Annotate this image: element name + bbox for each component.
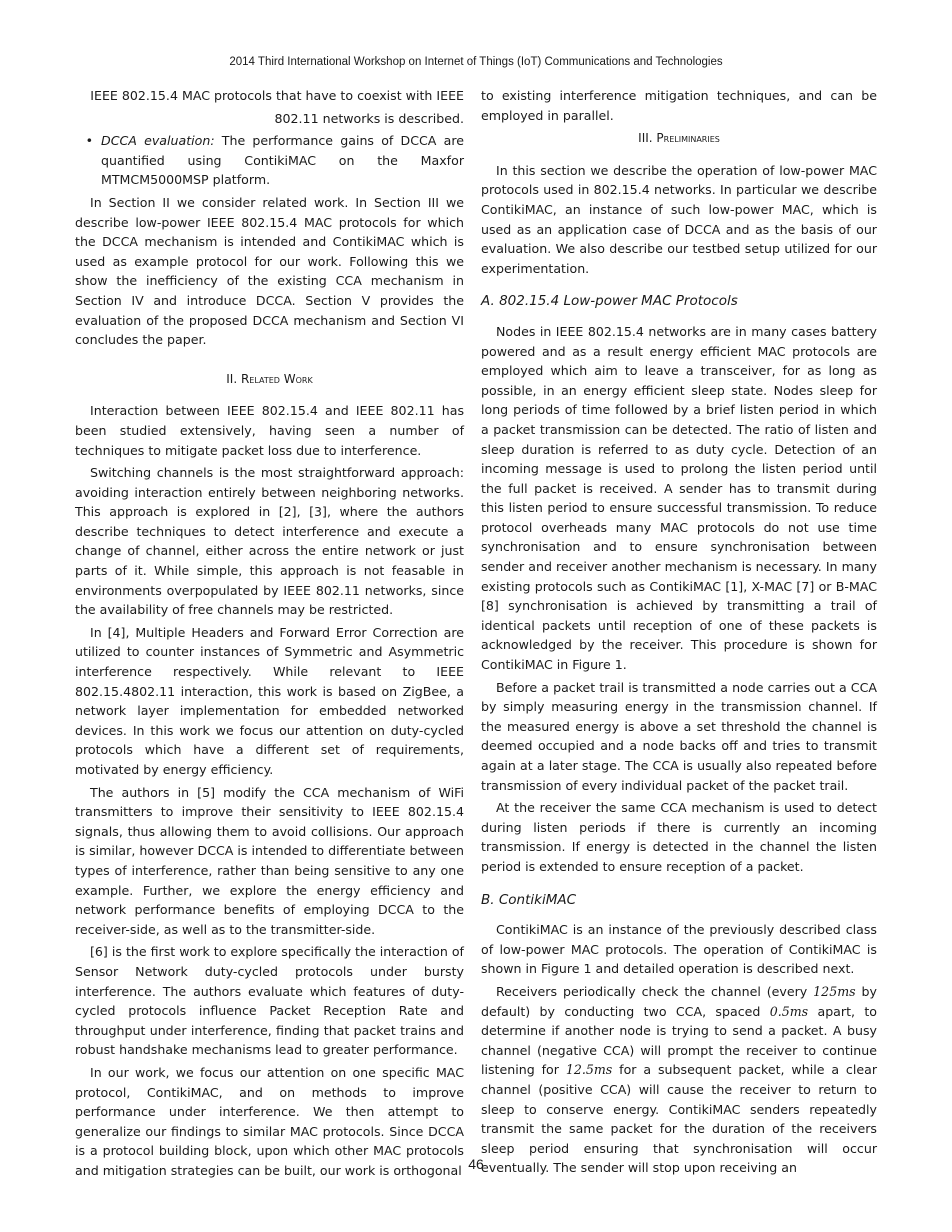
paragraph-b-2-part-b: by default) by conducting two CCA, spaced [481, 983, 877, 1019]
continued-line-2: 802.11 networks is described. [274, 110, 464, 126]
subsection-heading-b: B. ContikiMAC [481, 891, 577, 908]
math-12-5ms: 12.5ms [565, 1062, 613, 1078]
paragraph-related-1: Interaction between IEEE 802.15.4 and IEEE 802.11 has been studied extensively, having seen a number of techniques to mitigate packet loss due to interference. [75, 403, 464, 458]
section-heading-related-work: II. Related Work [226, 371, 313, 386]
bullet-text: The performance gains of DCCA are quantified using ContikiMAC on the Maxfor MTMCM5000MSP platform. [101, 133, 464, 188]
bullet-label: DCCA evaluation: [101, 133, 215, 149]
bullet-content [101, 131, 464, 190]
paragraph-continued: to existing interference mitigation techniques, and can be employed in parallel. [481, 88, 877, 123]
paragraph-a-2: Before a packet trail is transmitted a node carries out a CCA by simply measuring energy in the transmission channel. If the measured energy is above a set threshold the channel is deemed occupied and a node backs off and tries to transmit again at a later stage. The CCA is usually also repeated before transmission of every individual packet of the packet trail. [481, 679, 877, 793]
bullet-marker: • [85, 133, 93, 149]
paragraph-preliminaries: In this section we describe the operation of low-power MAC protocols used in 802.15.4 networks. In particular we describe ContikiMAC, an instance of such low-power MAC, which is used as an application case of DCCA and as the basis of our evaluation. We also describe our testbed setup utilized for our experimentation. [481, 162, 877, 276]
continued-line-1: IEEE 802.15.4 MAC protocols that have to coexist with IEEE [90, 88, 464, 103]
paragraph-related-3: In [4], Multiple Headers and Forward Error Correction are utilized to counter instances of Symmetric and Asymmetric interference respectively. While relevant to IEEE 802.15.4802.11 interaction, this work is based on ZigBee, a network layer implementation for embedded networked devices. In this work we focus our attention on duty-cycled protocols which have a different set of requirements, motivated by energy efficiency. [75, 624, 464, 777]
paragraph-b-2-part-a: Receivers periodically check the channel (every [496, 983, 814, 999]
paragraph-b-2 [481, 982, 877, 1178]
section-heading-preliminaries: III. Preliminaries [638, 131, 720, 146]
paragraph-related-6: In our work, we focus our attention on one specific MAC protocol, ContikiMAC, and on methods to improve performance under interference. We then attempt to generalize our findings to similar MAC protocols. Since DCCA is a protocol building block, upon which other MAC protocols and mitigation strategies can be built, our work is orthogonal [75, 1064, 464, 1178]
left-column [75, 86, 464, 1183]
paragraph-related-2: Switching channels is the most straightforward approach: avoiding interaction entirely between neighboring networks. This approach is explored in [2], [3], where the authors describe techniques to detect interference and execute a change of channel, either across the entire network or just parts of it. While simple, this approach is not feasable in environments overpopulated by IEEE 802.11 networks, since the availability of free channels may be restricted. [75, 465, 464, 618]
math-0-5ms: 0.5ms [769, 1003, 809, 1019]
right-column [481, 86, 877, 1181]
bullet-dcca-evaluation [75, 131, 464, 190]
math-125ms: 125ms [813, 983, 856, 999]
paragraph-b-2-part-c: apart, to determine if another node is trying to send a packet. A busy channel (negative CCA) will prompt the receiver to continue listening for [481, 1003, 878, 1078]
paragraph-b-2-part-d: for a subsequent packet, while a clear channel (positive CCA) will cause the receiver to return to sleep to conserve energy. ContikiMAC senders repeatedly transmit the same packet for the duration of the receivers sleep period ensuring that synchronisation will occur eventually. The sender will stop upon receiving an [481, 1062, 878, 1176]
paragraph-related-5: [6] is the first work to explore specifically the interaction of Sensor Network duty-cycled protocols under bursty interference. The authors evaluate which features of duty-cycled protocols influence Packet Reception Rate and throughput under interference, finding that packet trains and robust handshake mechanisms lead to greater performance. [75, 944, 464, 1058]
paragraph-a-3: At the receiver the same CCA mechanism is used to detect during listen periods if there is currently an incoming transmission. If energy is detected in the channel the listen period is extended to ensure reception of a packet. [481, 800, 877, 874]
conference-header: 2014 Third International Workshop on Internet of Things (IoT) Communications and Technologies [229, 56, 723, 68]
page-number: 46 [468, 1156, 484, 1172]
subsection-heading-a: A. 802.15.4 Low-power MAC Protocols [481, 293, 738, 310]
paragraph-a-1: Nodes in IEEE 802.15.4 networks are in many cases battery powered and as a result energy efficient MAC protocols are employed which aim to leave a transceiver, for as long as possible, in an energy efficient sleep state. Nodes sleep for long periods of time followed by a brief listen period in which a packet transmission can be detected. The ratio of listen and sleep duration is referred to as duty cycle. Detection of an incoming message is used to prolong the listen period until the full packet is received. A sender has to transmit during this listen period to ensure successful transmission. To reduce protocol overheads many MAC protocols do not use time synchronisation and to ensure synchronisation between sender and receiver another mechanism is necessary. In many existing protocols such as ContikiMAC [1], X-MAC [7] or B-MAC [8] synchronisation is achieved by transmitting a trail of identical packets until reception of one of these packets is acknowledged by the receiver. This procedure is shown for ContikiMAC in Figure 1. [481, 323, 877, 673]
paragraph-related-4: The authors in [5] modify the CCA mechanism of WiFi transmitters to improve their sensitivity to IEEE 802.15.4 signals, thus allowing them to avoid collisions. Our approach is similar, however DCCA is intended to differentiate between types of interference, rather than being sensitive to any one example. Further, we explore the energy efficiency and network performance benefits of employing DCCA to the receiver-side, as well as to the transmitter-side. [75, 784, 464, 937]
paragraph-outline: In Section II we consider related work. In Section III we describe low-power IEEE 802.15.4 MAC protocols for which the DCCA mechanism is intended and ContikiMAC which is used as example protocol for our work. Following this we show the inefficiency of the existing CCA mechanism in Section IV and introduce DCCA. Section V provides the evaluation of the proposed DCCA mechanism and Section VI concludes the paper. [75, 194, 464, 348]
paragraph-b-1: ContikiMAC is an instance of the previously described class of low-power MAC protocols. The operation of ContikiMAC is shown in Figure 1 and detailed operation is described next. [481, 922, 877, 977]
